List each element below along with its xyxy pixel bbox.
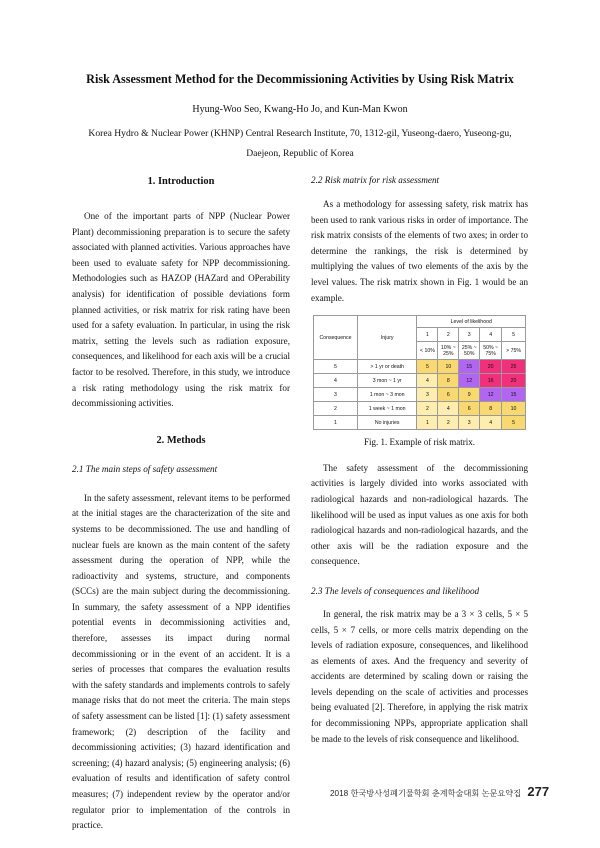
risk-cell: 15 (459, 360, 480, 374)
risk-cell: 1 (417, 416, 438, 430)
matrix-row (314, 402, 526, 416)
methods-heading: 2. Methods (156, 434, 206, 446)
risk-cell: 2 (438, 416, 459, 430)
risk-cell: 12 (480, 388, 502, 402)
injury-level: > 1 yr or death (357, 360, 417, 374)
risk-matrix-table (313, 315, 526, 430)
left-column (72, 174, 290, 834)
injury-level: 1 mon ~ 3 mon (357, 388, 417, 402)
consequence-level: 5 (314, 360, 358, 374)
risk-cell: 6 (459, 402, 480, 416)
section-2-2-text-continued: The safety assessment of the decommissioning activities is largely divided into works associated with radiological hazards and non-radiological hazards. The likelihood will be used as input values as one axis for both radiological hazards and non-radiological hazards, and the other axis will be the radiation exposure and the consequence. (311, 462, 528, 567)
likelihood-range: < 10% (417, 342, 438, 360)
introduction-heading: 1. Introduction (147, 176, 215, 187)
introduction-text: One of the important parts of NPP (Nuclear Power Plant) decommissioning preparation is to secure the safety associated with planned activities. Various approaches have been used to evaluate safety for NPP decommissioning. Methodologies such as HAZOP (HAZard and OPerability analysis) for identification of possible deviations form planned activities, or risk matrix for risk rating have been used for a safety evaluation. In particular, in using the risk matrix, setting the levels such as radiation exposure, consequences, and likelihood for each axis will be a crucial factor to be resolved. Therefore, in this study, we introduce a risk rating methodology using the risk matrix for decommissioning activities. (72, 211, 290, 409)
risk-cell: 3 (417, 388, 438, 402)
matrix-row (314, 374, 526, 388)
consequence-header: Consequence (314, 316, 358, 360)
right-column (311, 174, 528, 747)
likelihood-range: 50% ~ 75% (480, 342, 502, 360)
section-2-3-text: In general, the risk matrix may be a 3 × 3 cells, 5 × 5 cells, 5 × 7 cells, or more cells matrix depending on the levels of radiation exposure, consequences, and likelihood as elements of axes. And the frequency and severity of accidents are determined by scaling down or raising the levels depending on the scale of activities and processes being evaluated [2]. Therefore, in applying the risk matrix for decommissioning NPPs, appropriate application shall be made to the levels of risk consequence and likelihood. (311, 608, 528, 744)
footer-text: 2018 한국방사성폐기물학회 춘계학술대회 논문요약집 (330, 789, 522, 798)
page-number: 277 (527, 784, 550, 799)
injury-level: 3 mon ~ 1 yr (357, 374, 417, 388)
matrix-row (314, 416, 526, 430)
affiliation: Korea Hydro & Nuclear Power (KHNP) Central Research Institute, 70, 1312-gil, Yuseong-daero, Yuseong-gu, Daejeon, Republic of Korea (88, 128, 512, 159)
likelihood-level: 2 (438, 328, 459, 342)
likelihood-range: 10% ~ 25% (438, 342, 459, 360)
consequence-level: 1 (314, 416, 358, 430)
risk-cell: 3 (459, 416, 480, 430)
injury-header: Injury (357, 316, 417, 360)
section-2-1-heading: 2.1 The main steps of safety assessment (72, 463, 218, 474)
likelihood-range: > 75% (502, 342, 526, 360)
matrix-row (314, 360, 526, 374)
risk-cell: 10 (502, 402, 526, 416)
risk-cell: 4 (480, 416, 502, 430)
injury-level: 1 week ~ 1 mon (357, 402, 417, 416)
risk-cell: 2 (417, 402, 438, 416)
consequence-level: 3 (314, 388, 358, 402)
risk-cell: 4 (438, 402, 459, 416)
risk-cell: 4 (417, 374, 438, 388)
risk-cell: 5 (502, 416, 526, 430)
page-footer (330, 784, 549, 799)
section-2-2-heading: 2.2 Risk matrix for risk assessment (311, 175, 440, 185)
risk-cell: 25 (502, 360, 526, 374)
risk-cell: 10 (438, 360, 459, 374)
risk-cell: 9 (459, 388, 480, 402)
injury-level: No injuries (357, 416, 417, 430)
risk-cell: 20 (502, 374, 526, 388)
risk-cell: 15 (502, 388, 526, 402)
likelihood-range: 25% ~ 50% (459, 342, 480, 360)
likelihood-header: Level of likelihood (417, 316, 526, 328)
likelihood-level: 1 (417, 328, 438, 342)
risk-matrix-figure (313, 315, 526, 451)
risk-cell: 20 (480, 360, 502, 374)
likelihood-level: 4 (480, 328, 502, 342)
section-2-1-text: In the safety assessment, relevant items to be performed at the initial stages are the characterization of the site and systems to be decommissioned. The use and handling of nuclear fuels are known as the main content of the safety assessment during the operation of NPP, while the radioactivity and systems, structure, and components (SCCs) are the main subject during the decommissioning. In summary, the safety assessment of a NPP identifies potential events in decommissioning activities and, therefore, assesses its impact during normal decommissioning or in the event of an accident. It is a series of processes that compares the evaluation results with the safety standards and implements controls to safely manage risks that do not meet the criteria. The main steps of safety assessment can be listed [1]: (1) safety assessment framework; (2) description of the facility and decommissioning activities; (3) hazard identification and screening; (4) hazard analysis; (5) engineering analysis; (6) evaluation of results and identification of safety control measures; (7) independent review by the operator and/or regulator prior to implementation of the controls in practice. (72, 492, 290, 831)
section-2-3-heading: 2.3 The levels of consequences and likelihood (311, 585, 480, 596)
matrix-row (314, 388, 526, 402)
risk-cell: 8 (438, 374, 459, 388)
likelihood-level: 3 (459, 328, 480, 342)
risk-cell: 12 (459, 374, 480, 388)
section-2-2-text: As a methodology for assessing safety, risk matrix has been used to rank various risks in order of importance. The risk matrix consists of the elements of two axes; in order to determine the rankings, the risk is determined by multiplying the values of two elements of the axis by the level values. The risk matrix shown in Fig. 1 would be an example. (311, 199, 528, 303)
paper-title: Risk Assessment Method for the Decommissioning Activities by Using Risk Matrix (86, 72, 514, 86)
risk-cell: 8 (480, 402, 502, 416)
consequence-level: 2 (314, 402, 358, 416)
risk-cell: 5 (417, 360, 438, 374)
likelihood-level: 5 (502, 328, 526, 342)
consequence-level: 4 (314, 374, 358, 388)
risk-cell: 6 (438, 388, 459, 402)
risk-cell: 16 (480, 374, 502, 388)
authors: Hyung-Woo Seo, Kwang-Ho Jo, and Kun-Man Kwon (192, 104, 408, 115)
figure-caption: Fig. 1. Example of risk matrix. (364, 437, 475, 448)
